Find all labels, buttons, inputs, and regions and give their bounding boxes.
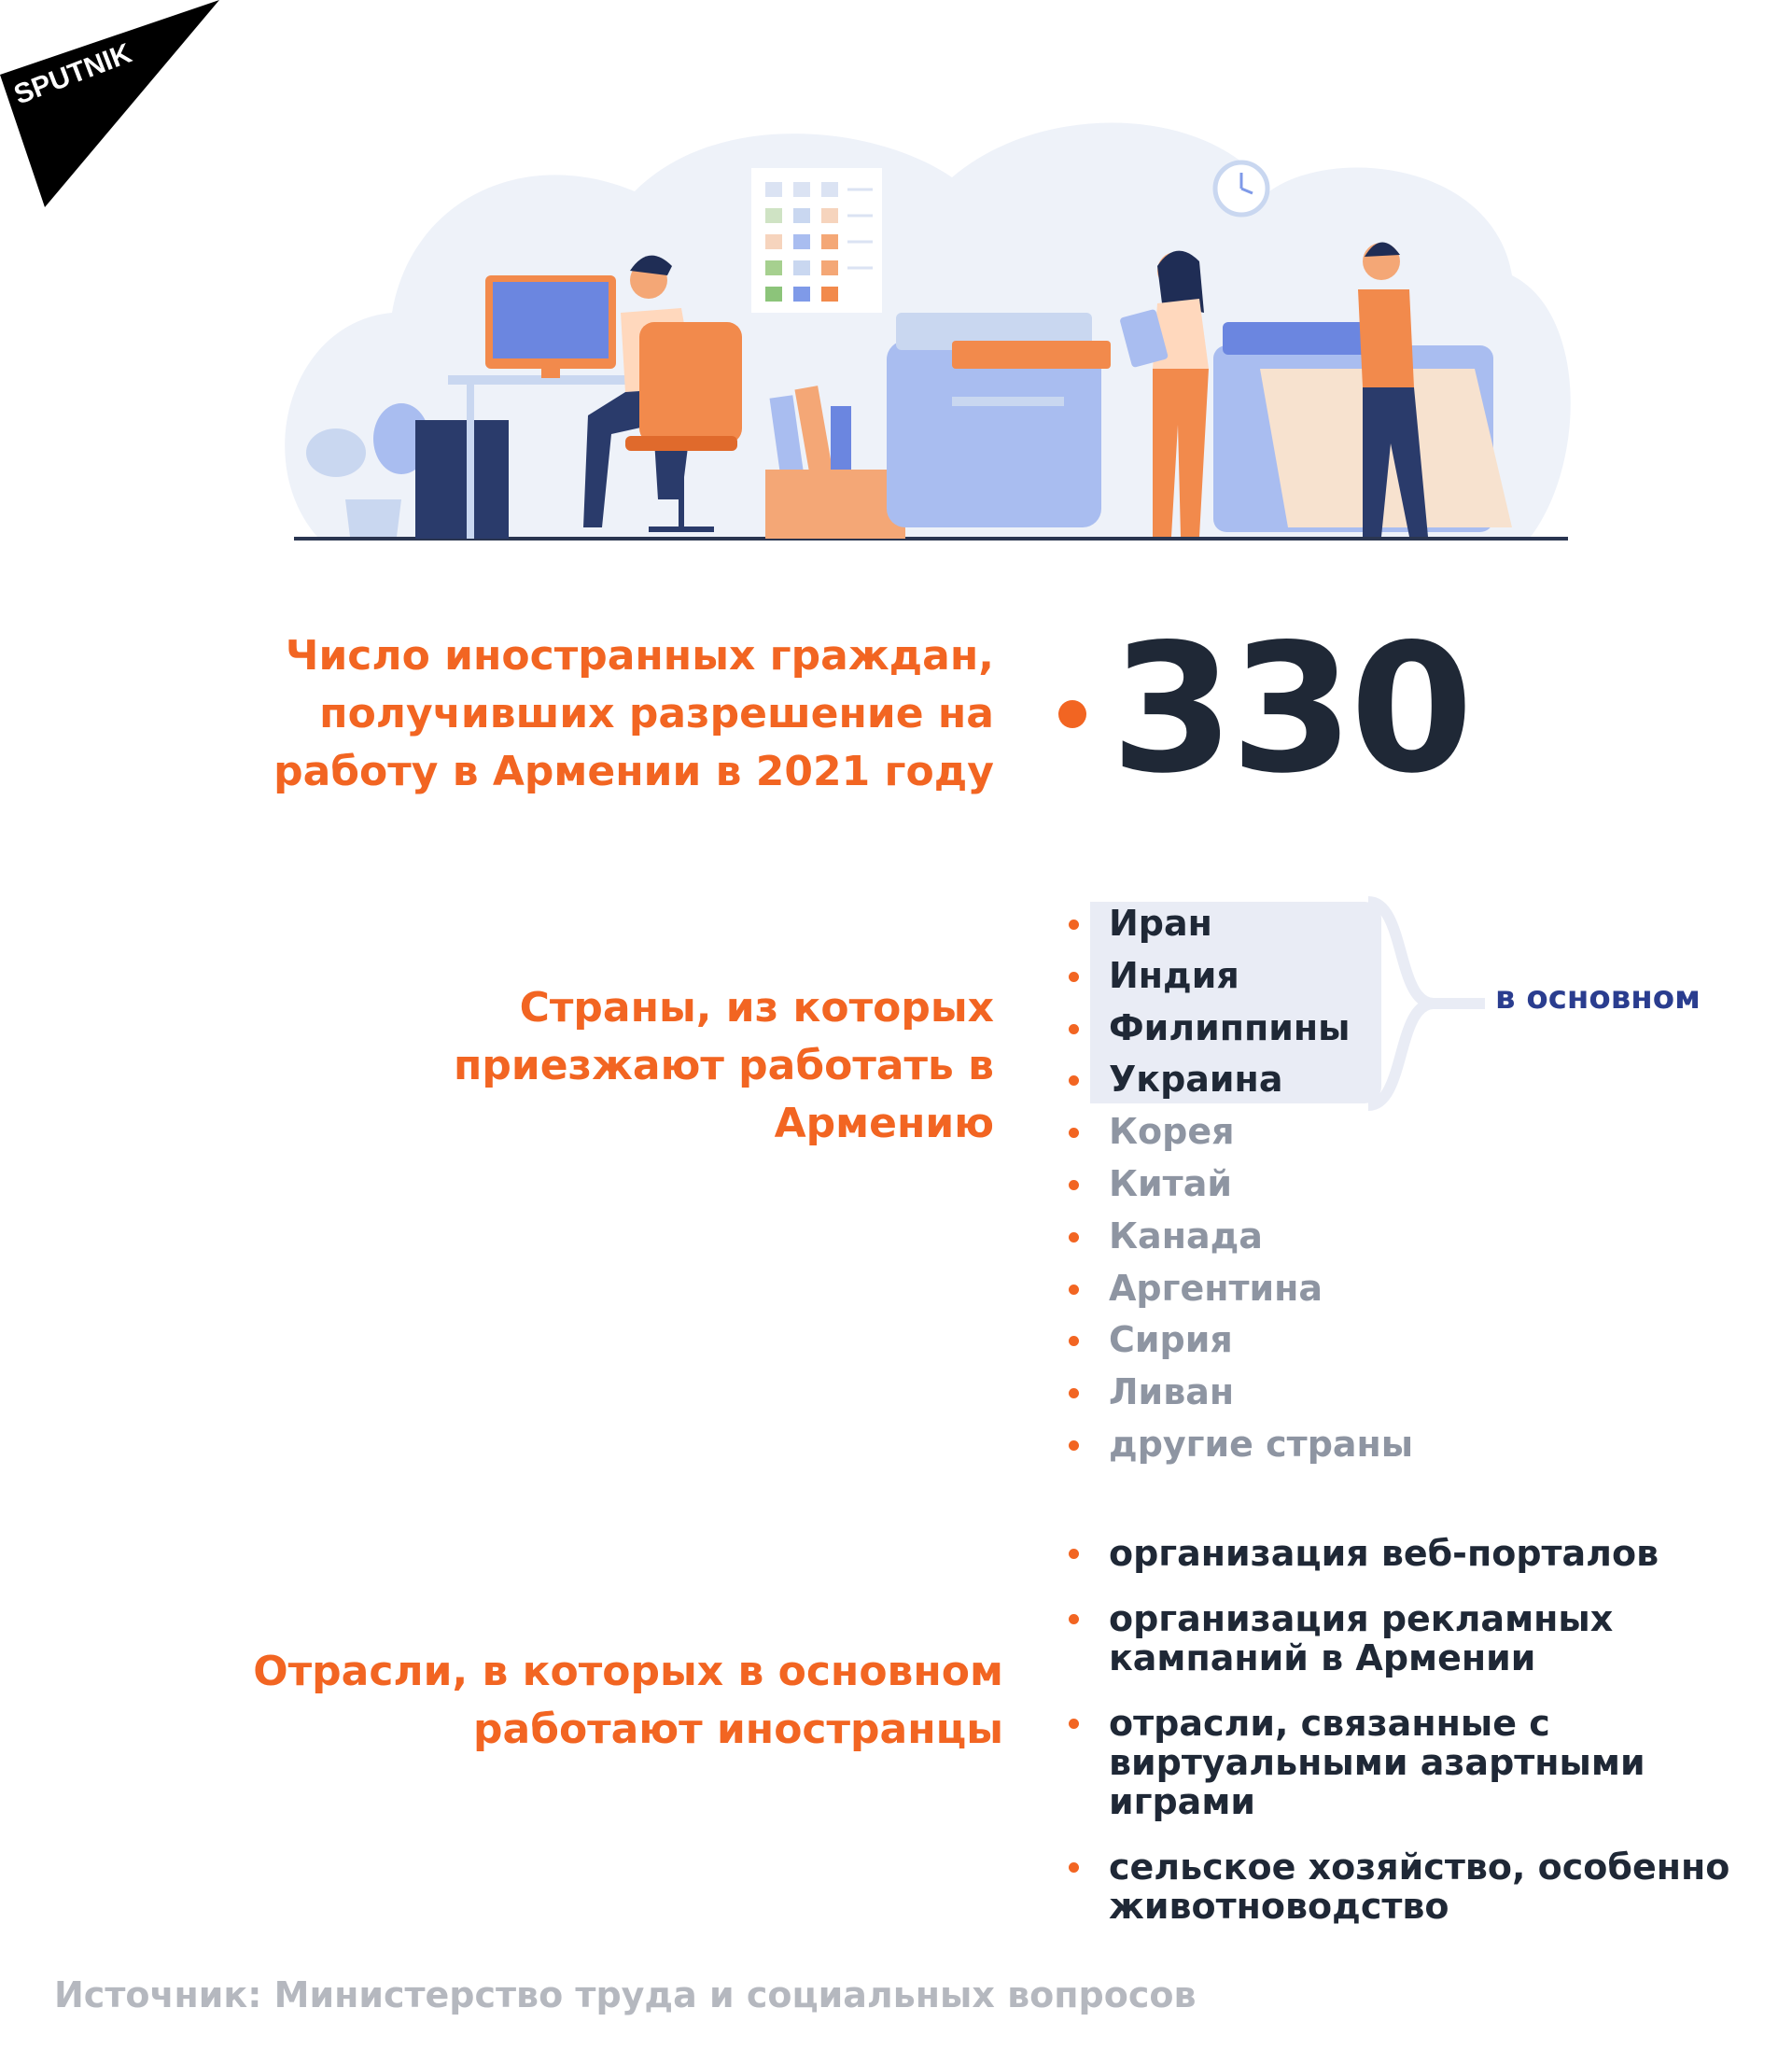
sector-line: играми [1109,1781,1256,1822]
sector-line: виртуальными азартными [1109,1742,1645,1783]
sectors-heading [112,1643,1003,1759]
permits-heading-line: работу в Армении в 2021 году [273,748,994,795]
sector-line: животноводство [1109,1886,1449,1927]
countries-heading-line: приезжают работать в [453,1042,994,1089]
monitor [485,275,616,378]
sectors-heading-line: работают иностранцы [473,1706,1003,1753]
countries-heading-line: Страны, из которых [519,984,994,1032]
permits-heading-line: получивших разрешение на [319,690,994,737]
permits-count: 330 [1111,606,1470,812]
computer-tower [415,420,509,539]
logo-text: SPUTNIK [9,37,136,111]
list-item: Сирия [1064,1314,1736,1367]
sector-line: сельское хозяйство, особенно [1109,1846,1730,1888]
calendar-chart [751,168,882,313]
list-item: Иран [1064,898,1736,950]
mainly-label: в основном [1495,979,1701,1017]
country-list [1064,898,1736,1471]
sector-line: кампаний в Армении [1109,1637,1536,1678]
list-item: Ливан [1064,1367,1736,1419]
sector-line: отрасли, связанные с [1109,1703,1550,1744]
sectors-heading-line: Отрасли, в которых в основном [253,1648,1003,1695]
countries-heading-line: Армению [774,1100,994,1147]
list-item: Индия [1064,950,1736,1003]
list-item [1064,1847,1773,1926]
printer-small [887,313,1111,527]
sector-line: организация рекламных [1109,1598,1614,1639]
list-item: Канада [1064,1211,1736,1263]
list-item [1064,1534,1773,1573]
wall-clock [1215,162,1267,215]
permits-heading [140,627,994,801]
source-note: Источник: Министерство труда и социальных вопросов [54,1974,1197,2015]
list-item [1064,1599,1773,1678]
list-item: Аргентина [1064,1263,1736,1315]
list-item: другие страны [1064,1419,1736,1471]
list-item: Украина [1064,1054,1736,1106]
bullet-dot [1058,700,1086,728]
sputnik-logo [0,0,224,210]
list-item [1064,1704,1773,1821]
list-item: Корея [1064,1106,1736,1158]
permits-heading-line: Число иностранных граждан, [285,632,994,680]
sector-list [1064,1534,1773,1952]
office-illustration [280,89,1577,555]
countries-heading [280,979,994,1153]
sector-line: организация веб-порталов [1109,1533,1659,1574]
list-item: Китай [1064,1158,1736,1211]
list-item: Филиппины [1064,1003,1736,1055]
